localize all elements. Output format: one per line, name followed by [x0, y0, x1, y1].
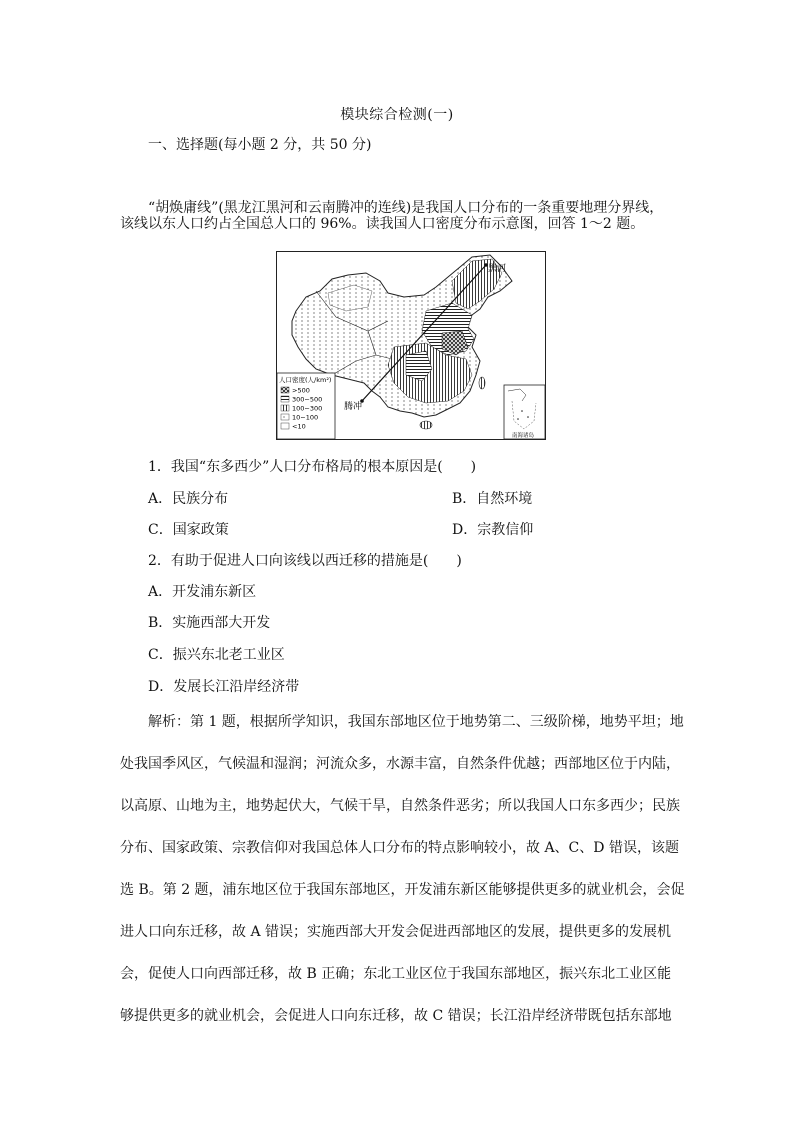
heihe-label: 黑河 [488, 264, 507, 274]
question-1-option-b: B．自然环境 [452, 491, 533, 507]
hainan-island [420, 421, 432, 429]
question-2-option-a: A．开发浦东新区 [148, 584, 257, 600]
section-heading: 一、选择题(每小题 2 分，共 50 分) [148, 137, 372, 153]
map-legend [277, 373, 335, 439]
analysis-line-6: 进人口向东迁移，故 A 错误；实施西部大开发会促进西部地区的发展，提供更多的发展机 [120, 924, 672, 940]
analysis-line-1: 解析：第 1 题，根据所学知识，我国东部地区位于地势第二、三级阶梯，地势平坦；地 [148, 714, 684, 730]
question-1-stem: 1．我国“东多西少”人口分布格局的根本原因是( ) [148, 459, 477, 475]
analysis-line-2: 处我国季风区，气候温和湿润；河流众多，水源丰富，自然条件优越；西部地区位于内陆， [120, 756, 680, 772]
legend-label: <10 [292, 422, 306, 431]
legend-swatch-10-100 [281, 414, 289, 420]
legend-label: 300~500 [292, 395, 323, 404]
question-2-option-c: C．振兴东北老工业区 [148, 647, 285, 663]
page-title: 模块综合检测(一) [340, 107, 454, 123]
analysis-line-4: 分布、国家政策、宗教信仰对我国总体人口分布的特点影响较小，故 A、C、D 错误，该题 [120, 840, 679, 856]
analysis-line-8: 够提供更多的就业机会，会促进人口向东迁移，故 C 错误；长江沿岸经济带既包括东部地 [120, 1008, 672, 1024]
analysis-line-3: 以高原、山地为主，地势起伏大，气候干旱，自然条件恶劣；所以我国人口东多西少；民族 [120, 798, 680, 814]
legend-swatch-500plus [281, 387, 289, 393]
population-density-map [276, 251, 546, 440]
legend-label: >500 [292, 386, 310, 395]
question-1-option-a: A．民族分布 [148, 491, 229, 507]
question-2-stem: 2．有助于促进人口向该线以西迁移的措施是( ) [148, 553, 462, 569]
legend-swatch-100-300 [281, 405, 289, 411]
legend-label: 100~300 [292, 404, 323, 413]
legend-title: 人口密度(人/km²) [279, 376, 332, 384]
question-2-option-d: D．发展长江沿岸经济带 [148, 679, 300, 695]
legend-swatch-under-10 [281, 423, 289, 429]
legend-label: 10~100 [292, 413, 319, 422]
question-1-option-c: C．国家政策 [148, 522, 229, 538]
tengchong-label: 腾冲 [344, 402, 363, 412]
analysis-line-7: 会，促使人口向西部迁移，故 B 正确；东北工业区位于我国东部地区，振兴东北工业区能 [120, 966, 672, 982]
intro-line-1: “胡焕庸线”(黑龙江黑河和云南腾冲的连线)是我国人口分布的一条重要地理分界线， [148, 200, 664, 216]
question-2-option-b: B．实施西部大开发 [148, 615, 271, 631]
intro-line-2: 该线以东人口约占全国总人口的 96%。读我国人口密度分布示意图，回答 1～2 题。 [120, 216, 645, 232]
inset-label: 南海诸岛 [512, 433, 535, 439]
south-china-sea-inset [504, 385, 545, 439]
question-1-option-d: D．宗教信仰 [452, 522, 534, 538]
analysis-line-5: 选 B。第 2 题，浦东地区位于我国东部地区，开发浦东新区能够提供更多的就业机会，会促 [120, 882, 685, 898]
legend-swatch-300-500 [281, 396, 289, 402]
taiwan-island [479, 377, 485, 389]
